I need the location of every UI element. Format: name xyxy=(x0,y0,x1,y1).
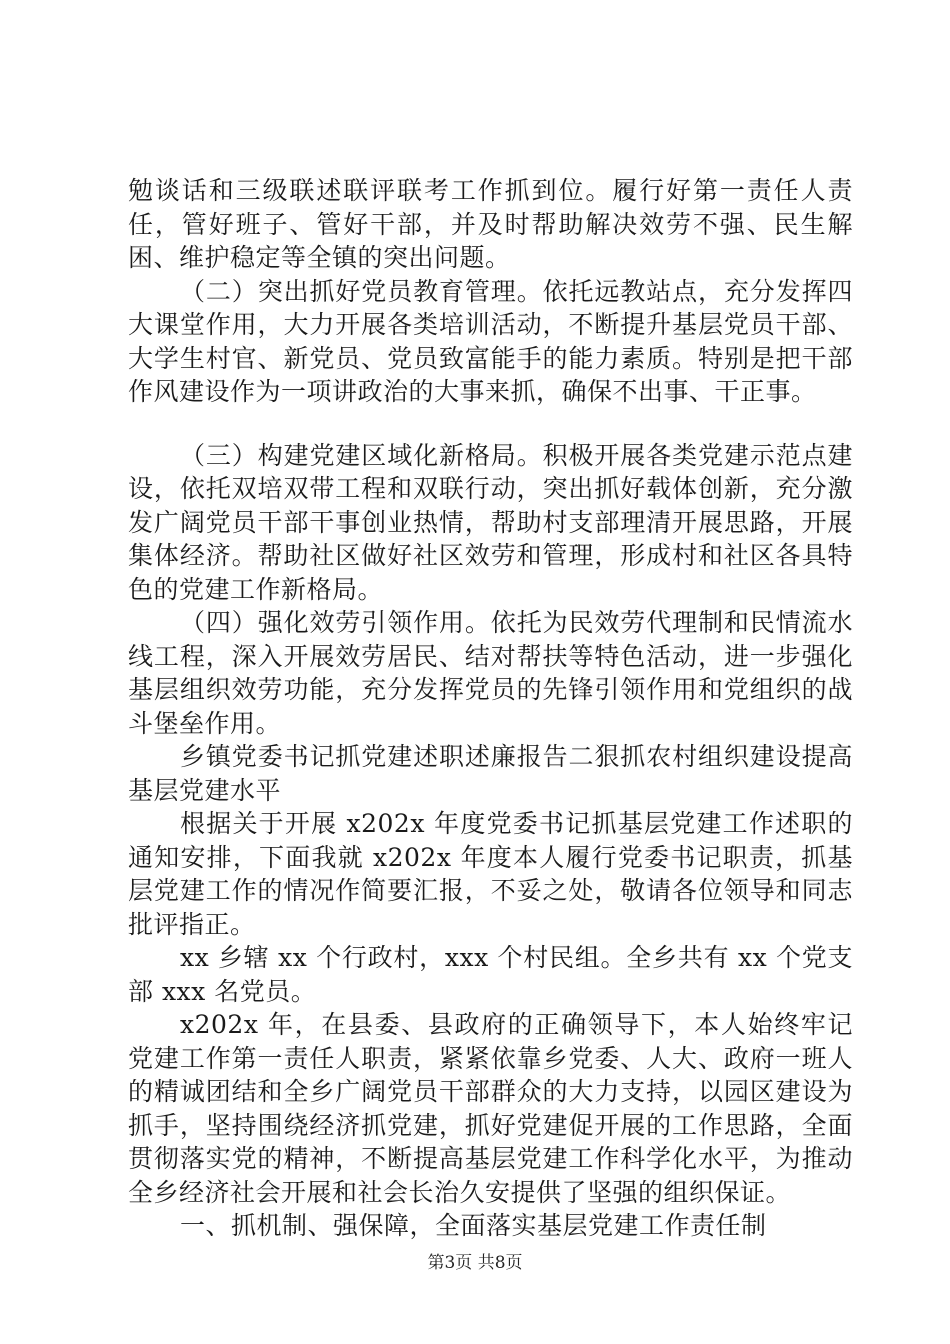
paragraph-service-leading: （四）强化效劳引领作用。依托为民效劳代理制和民情流水线工程，深入开展效劳居民、结对帮扶等特色活动，进一步强化基层组织效劳功能，充分发挥党员的先锋引领作用和党组织的战斗堡垒作用。 xyxy=(128,608,853,738)
document-body xyxy=(128,174,853,1243)
paragraph-intro: 根据关于开展 x202x 年度党委书记抓基层党建工作述职的通知安排，下面我就 x202x 年度本人履行党委书记职责，抓基层党建工作的情况作简要汇报，不妥之处，敬请各位领导和同志批评指正。 xyxy=(128,809,853,939)
report-title: 乡镇党委书记抓党建述职述廉报告二狠抓农村组织建设提高基层党建水平 xyxy=(128,742,853,805)
paragraph-party-education: （二）突出抓好党员教育管理。依托远教站点，充分发挥四大课堂作用，大力开展各类培训活动，不断提升基层党员干部、大学生村官、新党员、党员致富能手的能力素质。特别是把干部作风建设作为一项讲政治的大事来抓，确保不出事、干正事。 xyxy=(128,276,853,406)
paragraph-regional-pattern: （三）构建党建区域化新格局。积极开展各类党建示范点建设，依托双培双带工程和双联行动，突出抓好载体创新，充分激发广阔党员干部干事创业热情，帮助村支部理清开展思路，开展集体经济。帮助社区做好社区效劳和管理，形成村和社区各具特色的党建工作新格局。 xyxy=(128,440,853,604)
page-number: 第3页 共8页 xyxy=(427,1253,523,1273)
paragraph-overview: xx 乡辖 xx 个行政村，xxx 个村民组。全乡共有 xx 个党支部 xxx 名党员。 xyxy=(128,943,853,1006)
paragraph-summary: x202x 年，在县委、县政府的正确领导下，本人始终牢记党建工作第一责任人职责，紧紧依靠乡党委、人大、政府一班人的精诚团结和全乡广阔党员干部群众的大力支持，以园区建设为抓手，坚持围绕经济抓党建，抓好党建促开展的工作思路，全面贯彻落实党的精神，不断提高基层党建工作科学化水平，为推动全乡经济社会开展和社会长治久安提供了坚强的组织保证。 xyxy=(128,1010,853,1207)
section-heading: 一、抓机制、强保障，全面落实基层党建工作责任制 xyxy=(180,1211,767,1240)
paragraph-continuation: 勉谈话和三级联述联评联考工作抓到位。履行好第一责任人责任，管好班子、管好干部，并及时帮助解决效劳不强、民生解困、维护稳定等全镇的突出问题。 xyxy=(128,176,853,272)
paragraph-gap xyxy=(128,409,853,439)
